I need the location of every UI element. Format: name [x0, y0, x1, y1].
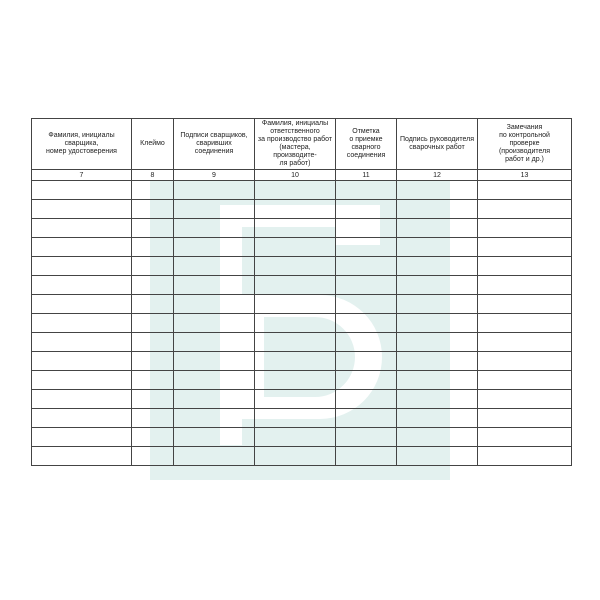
- table-cell[interactable]: [255, 181, 336, 200]
- table-cell[interactable]: [336, 447, 397, 466]
- table-cell[interactable]: [397, 200, 478, 219]
- table-cell[interactable]: [132, 390, 174, 409]
- table-cell[interactable]: [132, 295, 174, 314]
- table-cell[interactable]: [478, 200, 572, 219]
- table-cell[interactable]: [32, 314, 132, 333]
- table-cell[interactable]: [478, 428, 572, 447]
- table-cell[interactable]: [174, 257, 255, 276]
- table-cell[interactable]: [132, 219, 174, 238]
- table-cell[interactable]: [478, 352, 572, 371]
- table-cell[interactable]: [174, 219, 255, 238]
- table-cell[interactable]: [32, 200, 132, 219]
- table-cell[interactable]: [397, 314, 478, 333]
- table-cell[interactable]: [397, 333, 478, 352]
- table-cell[interactable]: [478, 238, 572, 257]
- table-cell[interactable]: [478, 276, 572, 295]
- table-cell[interactable]: [174, 447, 255, 466]
- table-cell[interactable]: [478, 333, 572, 352]
- table-cell[interactable]: [478, 181, 572, 200]
- table-cell[interactable]: [255, 352, 336, 371]
- table-cell[interactable]: [132, 200, 174, 219]
- table-cell[interactable]: [336, 314, 397, 333]
- table-row: [32, 352, 572, 371]
- column-number: 11: [336, 170, 397, 181]
- header-stamp: Клеймо: [132, 119, 174, 170]
- table-cell[interactable]: [255, 428, 336, 447]
- table-cell[interactable]: [32, 333, 132, 352]
- table-cell[interactable]: [397, 428, 478, 447]
- table-cell[interactable]: [336, 295, 397, 314]
- header-supervisor-signature: Подпись руководителя сварочных работ: [397, 119, 478, 170]
- table-cell[interactable]: [336, 238, 397, 257]
- table-cell[interactable]: [174, 181, 255, 200]
- table-cell[interactable]: [255, 333, 336, 352]
- column-number: 12: [397, 170, 478, 181]
- table-cell[interactable]: [32, 295, 132, 314]
- table-cell[interactable]: [132, 276, 174, 295]
- table-cell[interactable]: [255, 447, 336, 466]
- table-cell[interactable]: [174, 390, 255, 409]
- table-cell[interactable]: [255, 371, 336, 390]
- table-cell[interactable]: [132, 371, 174, 390]
- table-cell[interactable]: [32, 409, 132, 428]
- table-cell[interactable]: [336, 200, 397, 219]
- table-cell[interactable]: [32, 352, 132, 371]
- table-row: [32, 238, 572, 257]
- table-cell[interactable]: [255, 409, 336, 428]
- table-cell[interactable]: [478, 295, 572, 314]
- table-cell[interactable]: [174, 295, 255, 314]
- table-row: [32, 333, 572, 352]
- table-cell[interactable]: [478, 447, 572, 466]
- column-number: 8: [132, 170, 174, 181]
- table-cell[interactable]: [478, 409, 572, 428]
- table-cell[interactable]: [174, 333, 255, 352]
- table-cell[interactable]: [397, 352, 478, 371]
- table-cell[interactable]: [132, 409, 174, 428]
- table-row: [32, 314, 572, 333]
- welding-journal-table: [31, 118, 572, 466]
- header-row: [32, 119, 572, 170]
- table-row: [32, 390, 572, 409]
- table-row: [32, 181, 572, 200]
- table-cell[interactable]: [32, 371, 132, 390]
- table-row: [32, 428, 572, 447]
- table-cell[interactable]: [32, 390, 132, 409]
- table-cell[interactable]: [132, 257, 174, 276]
- table-cell[interactable]: [336, 428, 397, 447]
- table-cell[interactable]: [132, 447, 174, 466]
- table-cell[interactable]: [255, 295, 336, 314]
- table-cell[interactable]: [397, 219, 478, 238]
- table-cell[interactable]: [397, 409, 478, 428]
- table-cell[interactable]: [174, 409, 255, 428]
- table-row: [32, 200, 572, 219]
- table-cell[interactable]: [174, 352, 255, 371]
- column-number-row: [32, 170, 572, 181]
- table-cell[interactable]: [174, 238, 255, 257]
- table-cell[interactable]: [336, 333, 397, 352]
- table-cell[interactable]: [32, 257, 132, 276]
- table-cell[interactable]: [32, 447, 132, 466]
- table-cell[interactable]: [174, 276, 255, 295]
- table-cell[interactable]: [32, 219, 132, 238]
- table-cell[interactable]: [336, 276, 397, 295]
- header-welder-name: Фамилия, инициалы сварщика, номер удостоверения: [32, 119, 132, 170]
- table-cell[interactable]: [336, 219, 397, 238]
- table-cell[interactable]: [255, 390, 336, 409]
- table-cell[interactable]: [255, 200, 336, 219]
- table-row: [32, 409, 572, 428]
- table-cell[interactable]: [174, 314, 255, 333]
- table-cell[interactable]: [397, 257, 478, 276]
- table-cell[interactable]: [397, 390, 478, 409]
- table-row: [32, 219, 572, 238]
- table-cell[interactable]: [397, 181, 478, 200]
- table-cell[interactable]: [255, 276, 336, 295]
- table-cell[interactable]: [32, 276, 132, 295]
- table-cell[interactable]: [478, 257, 572, 276]
- table-cell[interactable]: [132, 314, 174, 333]
- table-cell[interactable]: [255, 257, 336, 276]
- table-cell[interactable]: [397, 371, 478, 390]
- table-cell[interactable]: [132, 333, 174, 352]
- table-cell[interactable]: [336, 371, 397, 390]
- table-cell[interactable]: [32, 181, 132, 200]
- column-number: 7: [32, 170, 132, 181]
- table-cell[interactable]: [174, 428, 255, 447]
- table-row: [32, 257, 572, 276]
- column-number: 13: [478, 170, 572, 181]
- table-cell[interactable]: [336, 352, 397, 371]
- table-row: [32, 295, 572, 314]
- table-cell[interactable]: [478, 390, 572, 409]
- table-row: [32, 371, 572, 390]
- table-cell[interactable]: [397, 276, 478, 295]
- column-number: 9: [174, 170, 255, 181]
- table-cell[interactable]: [397, 295, 478, 314]
- table-cell[interactable]: [174, 200, 255, 219]
- column-number: 10: [255, 170, 336, 181]
- table-cell[interactable]: [174, 371, 255, 390]
- table-cell[interactable]: [478, 371, 572, 390]
- header-acceptance-mark: Отметка о приемке сварного соединения: [336, 119, 397, 170]
- table-cell[interactable]: [397, 447, 478, 466]
- table-row: [32, 276, 572, 295]
- table-cell[interactable]: [397, 238, 478, 257]
- table-cell[interactable]: [336, 257, 397, 276]
- table-cell[interactable]: [255, 314, 336, 333]
- header-remarks: Замечания по контрольной проверке (производителя работ и др.): [478, 119, 572, 170]
- table-cell[interactable]: [336, 181, 397, 200]
- table-cell[interactable]: [132, 352, 174, 371]
- table-row: [32, 447, 572, 466]
- table-cell[interactable]: [132, 181, 174, 200]
- table-cell[interactable]: [132, 428, 174, 447]
- table-cell[interactable]: [478, 314, 572, 333]
- table-cell[interactable]: [336, 409, 397, 428]
- table-cell[interactable]: [132, 238, 174, 257]
- table-cell[interactable]: [32, 238, 132, 257]
- table-cell[interactable]: [32, 428, 132, 447]
- header-responsible-person: Фамилия, инициалы ответственного за производство работ (мастера, производите- ля работ): [255, 119, 336, 170]
- header-welder-signatures: Подписи сварщиков, сваривших соединения: [174, 119, 255, 170]
- table-cell[interactable]: [255, 219, 336, 238]
- table-cell[interactable]: [478, 219, 572, 238]
- table-cell[interactable]: [336, 390, 397, 409]
- table-cell[interactable]: [255, 238, 336, 257]
